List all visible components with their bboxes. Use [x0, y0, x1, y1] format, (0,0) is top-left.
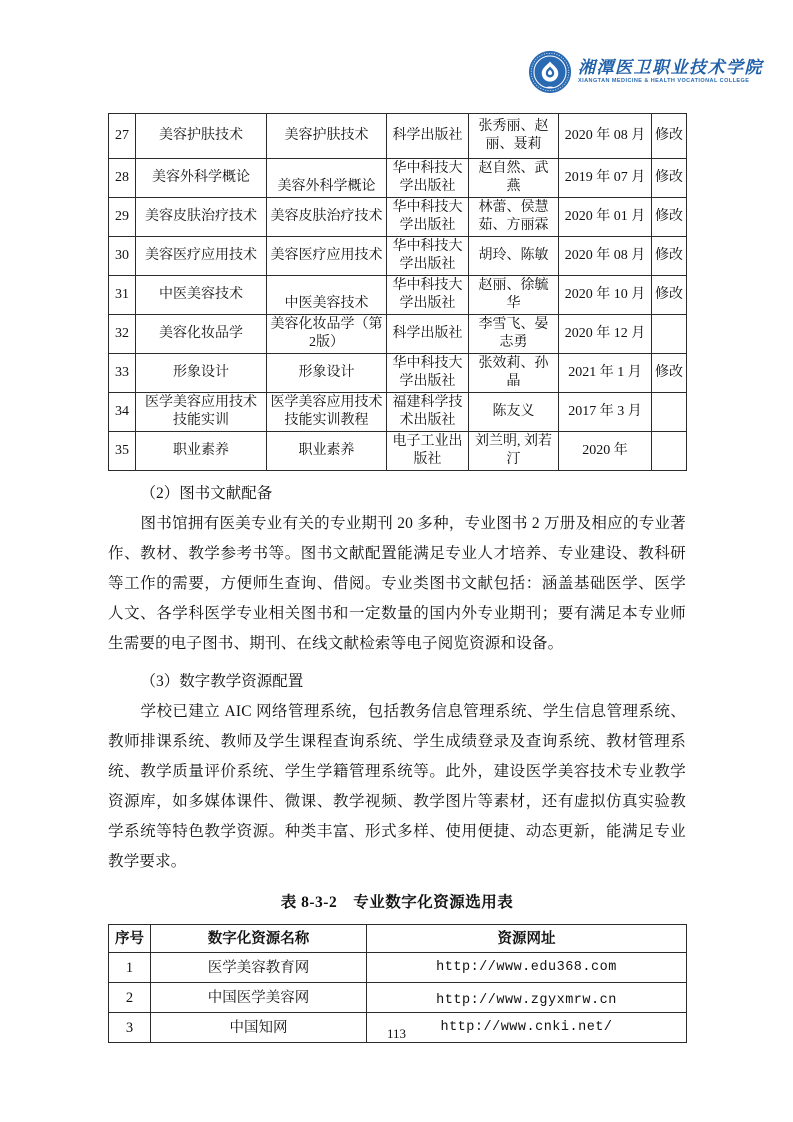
college-name-english: XIANGTAN MEDICINE & HEALTH VOCATIONAL COLLEGE — [578, 78, 750, 85]
cell-publish-date: 2020 年 12 月 — [559, 315, 652, 354]
cell-course-name: 美容外科学概论 — [136, 159, 267, 198]
cell-revision-note — [652, 315, 687, 354]
cell-revision-note: 修改 — [652, 159, 687, 198]
cell-row-number: 32 — [109, 315, 136, 354]
cell-publish-date: 2020 年 10 月 — [559, 276, 652, 315]
cell-publish-date: 2020 年 08 月 — [559, 237, 652, 276]
cell-publisher: 华中科技大学出版社 — [387, 276, 469, 315]
textbook-table-row — [109, 432, 687, 471]
cell-revision-note: 修改 — [652, 198, 687, 237]
cell-textbook-name: 中医美容技术 — [267, 276, 387, 315]
cell-textbook-name: 美容外科学概论 — [267, 159, 387, 198]
cell-publish-date: 2020 年 01 月 — [559, 198, 652, 237]
resource-table-row — [109, 983, 687, 1013]
textbook-table-row — [109, 315, 687, 354]
cell-row-number: 27 — [109, 114, 136, 159]
cell-resource-name: 中国知网 — [151, 1013, 367, 1043]
textbook-selection-table — [108, 113, 687, 471]
cell-course-name: 医学美容应用技术技能实训 — [136, 393, 267, 432]
cell-resource-name: 医学美容教育网 — [151, 953, 367, 983]
cell-textbook-name: 美容皮肤治疗技术 — [267, 198, 387, 237]
cell-course-name: 美容化妆品学 — [136, 315, 267, 354]
textbook-table-row — [109, 114, 687, 159]
cell-publisher: 华中科技大学出版社 — [387, 354, 469, 393]
cell-publish-date: 2019 年 07 月 — [559, 159, 652, 198]
cell-revision-note: 修改 — [652, 237, 687, 276]
cell-resource-url: http://www.cnki.net/ — [367, 1013, 687, 1043]
cell-resource-url: http://www.edu368.com — [367, 953, 687, 983]
cell-authors: 张效莉、孙晶 — [469, 354, 559, 393]
cell-course-name: 中医美容技术 — [136, 276, 267, 315]
cell-revision-note — [652, 432, 687, 471]
cell-authors: 赵自然、武燕 — [469, 159, 559, 198]
cell-row-number: 31 — [109, 276, 136, 315]
cell-row-number: 34 — [109, 393, 136, 432]
cell-authors: 李雪飞、晏志勇 — [469, 315, 559, 354]
col-header-resource-name: 数字化资源名称 — [151, 925, 367, 953]
cell-textbook-name: 形象设计 — [267, 354, 387, 393]
cell-row-number: 29 — [109, 198, 136, 237]
textbook-table-row — [109, 354, 687, 393]
col-header-resource-url: 资源网址 — [367, 925, 687, 953]
textbook-table-body — [109, 114, 687, 471]
cell-textbook-name: 医学美容应用技术技能实训教程 — [267, 393, 387, 432]
cell-row-number: 33 — [109, 354, 136, 393]
textbook-table-row — [109, 237, 687, 276]
paragraph-library-literature: 图书馆拥有医美专业有关的专业期刊 20 多种，专业图书 2 万册及相应的专业著作、教材、教学参考书等。图书文献配置能满足专业人才培养、专业建设、教科研等工作的需要，方便师生查询、借阅。专业类图书文献包括：涵盖基础医学、医学人文、各学科医学专业相关图书和一定数量的国内外专业期刊；要有满足本专业师生需要的电子图书、期刊、在线文献检索等电子阅览资源和设备。 — [108, 515, 686, 652]
cell-publish-date: 2017 年 3 月 — [559, 393, 652, 432]
cell-course-name: 美容医疗应用技术 — [136, 237, 267, 276]
cell-revision-note — [652, 393, 687, 432]
cell-textbook-name: 职业素养 — [267, 432, 387, 471]
cell-course-name: 形象设计 — [136, 354, 267, 393]
cell-revision-note: 修改 — [652, 114, 687, 159]
cell-row-number: 35 — [109, 432, 136, 471]
cell-publisher: 电子工业出版社 — [387, 432, 469, 471]
cell-publish-date: 2020 年 08 月 — [559, 114, 652, 159]
cell-publisher: 科学出版社 — [387, 114, 469, 159]
cell-row-number: 30 — [109, 237, 136, 276]
cell-resource-index: 1 — [109, 953, 151, 983]
section-heading-library-literature: （2）图书文献配备 — [140, 485, 273, 502]
cell-resource-url: http://www.zgyxmrw.cn — [367, 983, 687, 1013]
cell-resource-index: 3 — [109, 1013, 151, 1043]
cell-publisher: 华中科技大学出版社 — [387, 237, 469, 276]
textbook-table-row — [109, 198, 687, 237]
cell-publisher: 福建科学技术出版社 — [387, 393, 469, 432]
cell-authors: 林蕾、侯慧茹、方丽霖 — [469, 198, 559, 237]
resource-table-caption: 表 8-3-2 专业数字化资源选用表 — [280, 894, 514, 911]
cell-course-name: 美容护肤技术 — [136, 114, 267, 159]
cell-authors: 胡玲、陈敏 — [469, 237, 559, 276]
cell-textbook-name: 美容医疗应用技术 — [267, 237, 387, 276]
cell-resource-name: 中国医学美容网 — [151, 983, 367, 1013]
cell-revision-note: 修改 — [652, 276, 687, 315]
textbook-table-row — [109, 159, 687, 198]
cell-textbook-name: 美容化妆品学（第2版） — [267, 315, 387, 354]
cell-publisher: 华中科技大学出版社 — [387, 198, 469, 237]
cell-row-number: 28 — [109, 159, 136, 198]
cell-course-name: 职业素养 — [136, 432, 267, 471]
college-logo-text — [578, 59, 763, 85]
cell-publish-date: 2020 年 — [559, 432, 652, 471]
cell-authors: 陈友义 — [469, 393, 559, 432]
textbook-table-row — [109, 276, 687, 315]
col-header-index: 序号 — [109, 925, 151, 953]
page-number: 113 — [386, 1026, 407, 1041]
resource-table-row — [109, 953, 687, 983]
resource-table-header-row — [109, 925, 687, 953]
cell-authors: 刘兰明, 刘若汀 — [469, 432, 559, 471]
cell-publisher: 华中科技大学出版社 — [387, 159, 469, 198]
cell-authors: 赵丽、徐毓华 — [469, 276, 559, 315]
section-heading-digital-resources: （3）数字教学资源配置 — [140, 673, 304, 690]
cell-resource-index: 2 — [109, 983, 151, 1013]
cell-authors: 张秀丽、赵丽、聂莉 — [469, 114, 559, 159]
college-name-chinese: 湘潭医卫职业技术学院 — [578, 58, 763, 78]
textbook-table-row — [109, 393, 687, 432]
college-emblem-icon — [528, 50, 572, 94]
resource-table-head — [109, 925, 687, 953]
cell-publisher: 科学出版社 — [387, 315, 469, 354]
cell-publish-date: 2021 年 1 月 — [559, 354, 652, 393]
cell-revision-note: 修改 — [652, 354, 687, 393]
college-logo — [528, 50, 763, 94]
paragraph-digital-resources: 学校已建立 AIC 网络管理系统，包括教务信息管理系统、学生信息管理系统、教师排课系统、教师及学生课程查询系统、学生成绩登录及查询系统、教材管理系统、教学质量评价系统、学生学籍管理系统等。此外，建设医学美容技术专业教学资源库，如多媒体课件、微课、教学视频、教学图片等素材，还有虚拟仿真实验教学系统等特色教学资源。种类丰富、形式多样、使用便捷、动态更新，能满足专业教学要求。 — [108, 703, 686, 870]
cell-course-name: 美容皮肤治疗技术 — [136, 198, 267, 237]
cell-textbook-name: 美容护肤技术 — [267, 114, 387, 159]
